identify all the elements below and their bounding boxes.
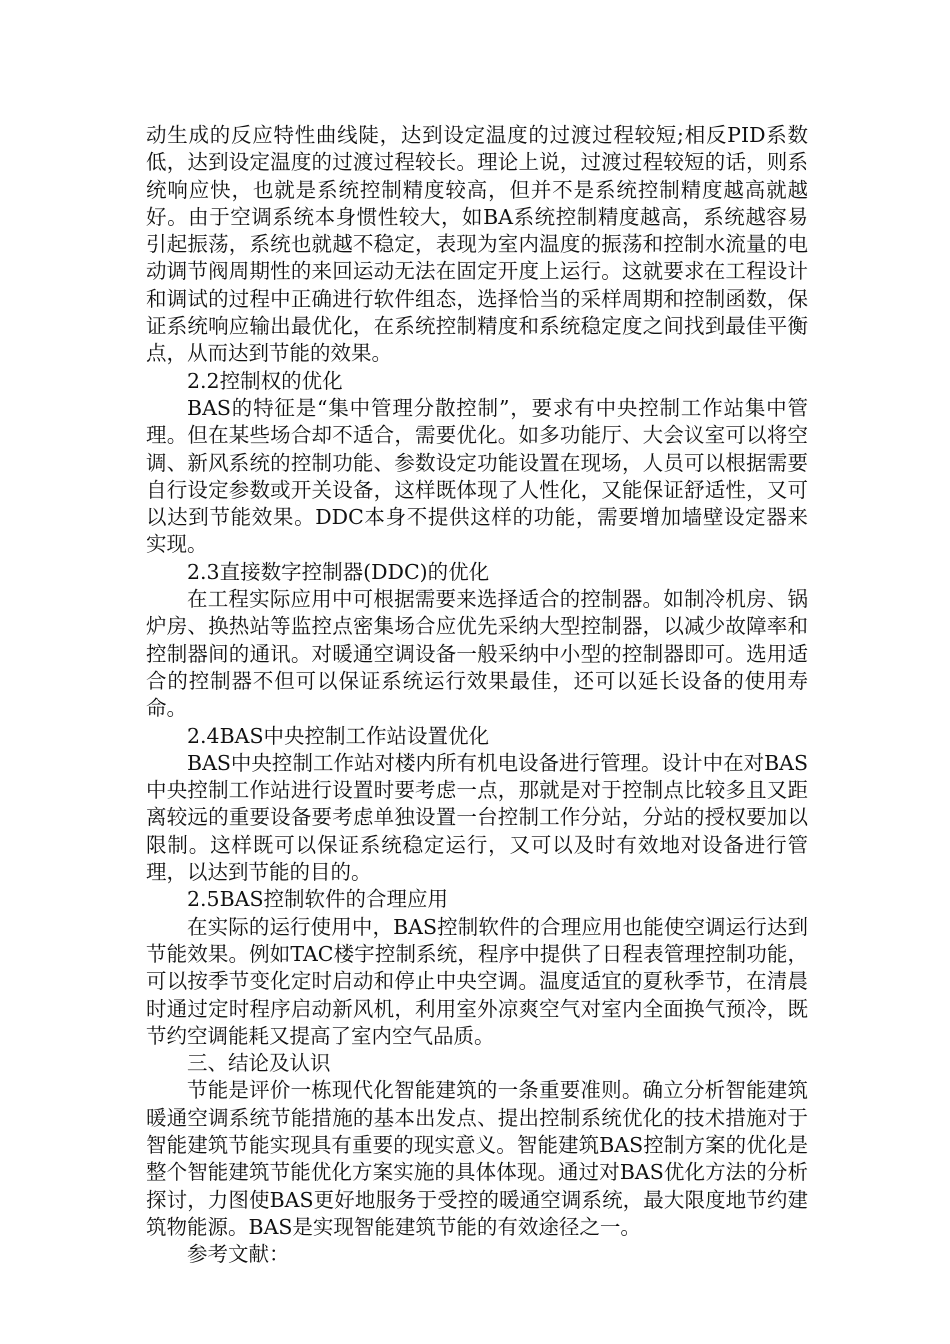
section-heading-2-5: 2.5BAS控制软件的合理应用 <box>187 887 449 912</box>
paragraph-workstation: BAS中央控制工作站对楼内所有机电设备进行管理。设计中在对BAS中央控制工作站进行设置时要考虑一点，那就是对于控制点比较多且又距离较远的重要设备要考虑单独设置一台控制工作分站，分站的授权要加以限制。这样既可以保证系统稳定运行，又可以及时有效地对设备进行管理，以达到节能的目的。 <box>146 750 808 885</box>
section-heading-2-3: 2.3直接数字控制器(DDC)的优化 <box>187 559 490 584</box>
paragraph-conclusion: 节能是评价一栋现代化智能建筑的一条重要准则。确立分析智能建筑暖通空调系统节能措施的基本出发点、提出控制系统优化的技术措施对于智能建筑节能实现具有重要的现实意义。智能建筑BAS控制方案的优化是整个智能建筑节能优化方案实施的具体体现。通过对BAS优化方法的分析探讨，力图使BAS更好地服务于受控的暖通空调系统，最大限度地节约建筑物能源。BAS是实现智能建筑节能的有效途径之一。 <box>146 1078 808 1239</box>
document-body <box>146 122 808 1268</box>
paragraph-continued: 动生成的反应特性曲线陡，达到设定温度的过渡过程较短;相反PID系数低，达到设定温度的过渡过程较长。理论上说，过渡过程较短的话，则系统响应快，也就是系统控制精度较高，但并不是系统控制精度越高就越好。由于空调系统本身惯性较大，如BA系统控制精度越高，系统越容易引起振荡，系统也就越不稳定，表现为室内温度的振荡和控制水流量的电动调节阀周期性的来回运动无法在固定开度上运行。这就要求在工程设计和调试的过程中正确进行软件组态，选择恰当的采样周期和控制函数，保证系统响应输出最优化，在系统控制精度和系统稳定度之间找到最佳平衡点，从而达到节能的效果。 <box>146 123 808 366</box>
paragraph-ddc: 在工程实际应用中可根据需要来选择适合的控制器。如制冷机房、锅炉房、换热站等监控点密集场合应优先采纳大型控制器，以减少故障率和控制器间的通讯。对暖通空调设备一般采纳中小型的控制器即可。选用适合的控制器不但可以保证系统运行效果最佳，还可以延长设备的使用寿命。 <box>146 587 808 721</box>
paragraph-software: 在实际的运行使用中，BAS控制软件的合理应用也能使空调运行达到节能效果。例如TAC楼宇控制系统，程序中提供了日程表管理控制功能，可以按季节变化定时启动和停止中央空调。温度适宜的夏秋季节，在清晨时通过定时程序启动新风机，利用室外凉爽空气对室内全面换气预冷，既节约空调能耗又提高了室内空气品质。 <box>146 914 808 1048</box>
section-heading-2-2: 2.2控制权的优化 <box>187 368 343 393</box>
references-heading: 参考文献： <box>187 1242 290 1267</box>
section-heading-conclusion: 三、结论及认识 <box>187 1051 331 1076</box>
paragraph-control-rights: BAS的特征是“集中管理分散控制”，要求有中央控制工作站集中管理。但在某些场合却不适合，需要优化。如多功能厅、大会议室可以将空调、新风系统的控制功能、参数设定功能设置在现场，人员可以根据需要自行设定参数或开关设备，这样既体现了人性化，又能保证舒适性，又可以达到节能效果。DDC本身不提供这样的功能，需要增加墙壁设定器来实现。 <box>146 395 808 557</box>
section-heading-2-4: 2.4BAS中央控制工作站设置优化 <box>187 723 490 748</box>
